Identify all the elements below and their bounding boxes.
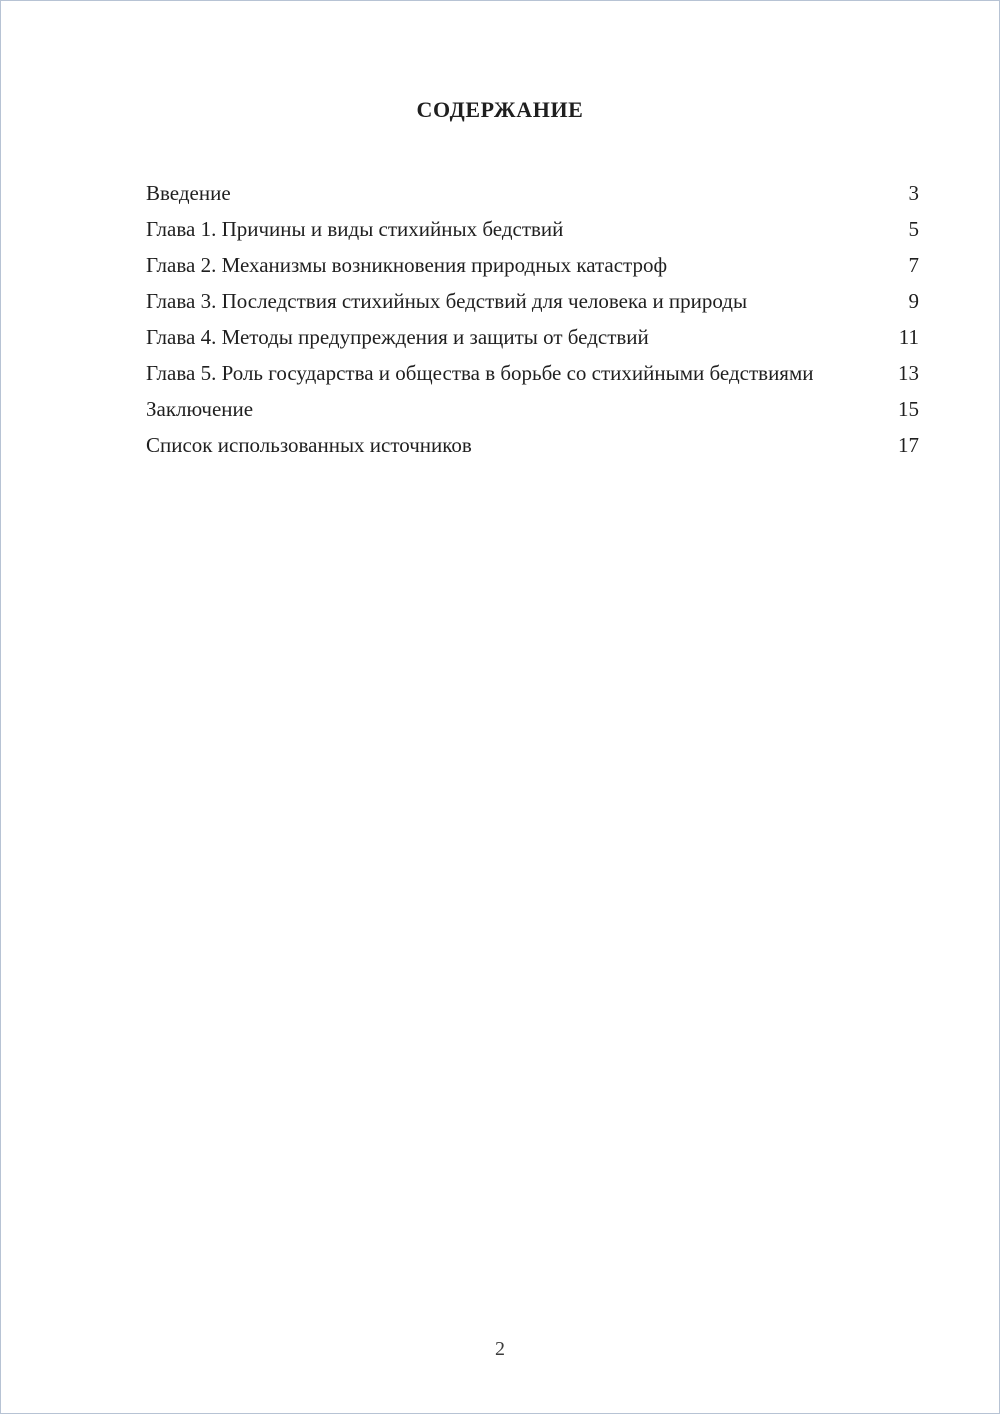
toc-entry-label: Глава 1. Причины и виды стихийных бедствий bbox=[146, 217, 564, 241]
toc-entry bbox=[146, 323, 919, 352]
toc-entry bbox=[146, 395, 919, 424]
toc-entry-label: Глава 4. Методы предупреждения и защиты от бедствий bbox=[146, 325, 649, 349]
toc-entry bbox=[146, 179, 919, 208]
toc-entry-label: Глава 5. Роль государства и общества в борьбе со стихийными бедствиями bbox=[146, 361, 814, 385]
toc-entry-page: 11 bbox=[898, 325, 919, 349]
toc-entry-label: Список использованных источников bbox=[146, 433, 472, 457]
toc-entry-page: 17 bbox=[898, 433, 919, 457]
toc-entry bbox=[146, 287, 919, 316]
toc-title: СОДЕРЖАНИЕ bbox=[416, 97, 584, 122]
toc-entry bbox=[146, 431, 919, 460]
toc-entry-label: Заключение bbox=[146, 397, 254, 421]
toc-entry-page: 3 bbox=[908, 181, 919, 205]
toc-entry-page: 13 bbox=[898, 361, 919, 385]
toc-entry-page: 7 bbox=[908, 253, 919, 277]
toc-entry bbox=[146, 215, 919, 244]
toc-entry-label: Глава 3. Последствия стихийных бедствий для человека и природы bbox=[146, 289, 748, 313]
toc-entry-page: 15 bbox=[898, 397, 919, 421]
toc-entry bbox=[146, 359, 919, 388]
toc-entry-label: Введение bbox=[146, 181, 231, 205]
toc-entry-page: 9 bbox=[908, 289, 919, 313]
toc-entry-page: 5 bbox=[908, 217, 919, 241]
toc-entry-label: Глава 2. Механизмы возникновения природных катастроф bbox=[146, 253, 668, 277]
toc-entry bbox=[146, 251, 919, 280]
page-number: 2 bbox=[495, 1338, 505, 1360]
toc-list bbox=[1, 179, 999, 460]
